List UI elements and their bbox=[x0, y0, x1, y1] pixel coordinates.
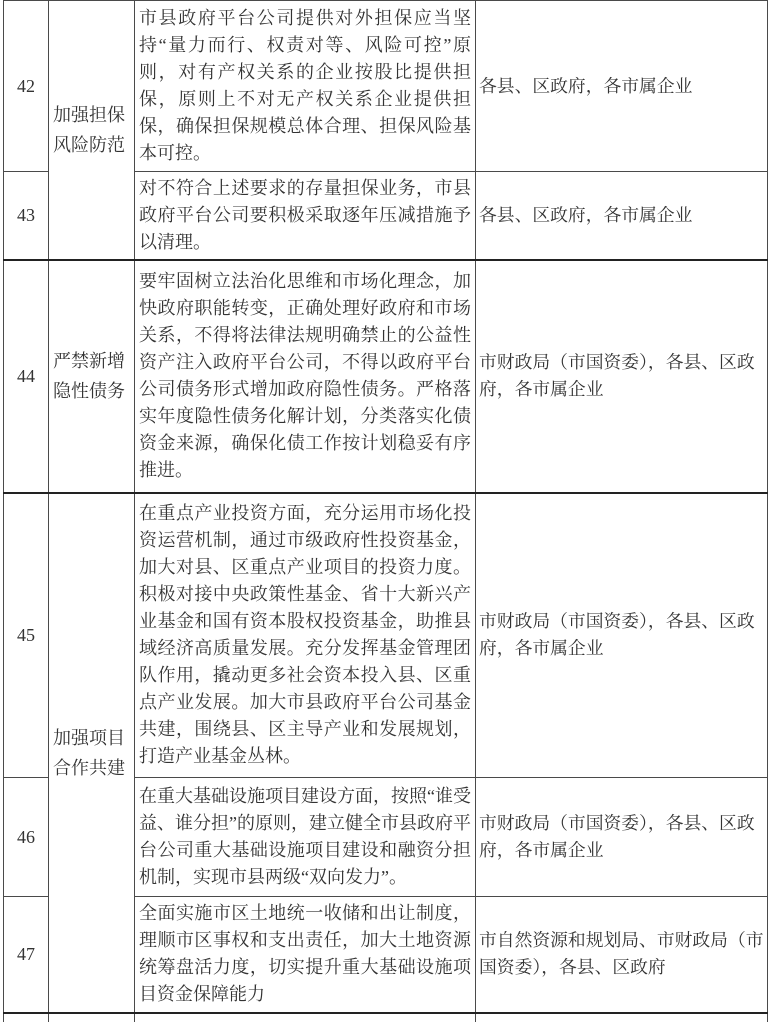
task-cell bbox=[135, 1013, 476, 1022]
row-number-cell bbox=[4, 1013, 49, 1022]
category-cell bbox=[49, 1013, 135, 1022]
owner-cell: 市自然资源和规划局、市财政局（市国资委），各县、区政府 bbox=[476, 897, 768, 1013]
row-number-cell: 44 bbox=[4, 260, 49, 493]
table-row bbox=[4, 493, 768, 778]
task-cell: 市县政府平台公司提供对外担保应当坚持“量力而行、权责对等、风险可控”原则，对有产权关系的企业按股比提供担保，原则上不对无产权关系企业提供担保，确保担保规模总体合理、担保风险基本可控。 bbox=[135, 1, 476, 172]
task-cell: 在重大基础设施项目建设方面，按照“谁受益、谁分担”的原则，建立健全市县政府平台公司重大基础设施项目建设和融资分担机制，实现市县两级“双向发力”。 bbox=[135, 778, 476, 897]
category-cell: 严禁新增隐性债务 bbox=[49, 260, 135, 493]
task-cell: 对不符合上述要求的存量担保业务，市县政府平台公司要积极采取逐年压减措施予以清理。 bbox=[135, 172, 476, 260]
row-number-cell: 42 bbox=[4, 1, 49, 172]
task-cell: 在重点产业投资方面，充分运用市场化投资运营机制，通过市级政府性投资基金，加大对县、区重点产业项目的投资力度。积极对接中央政策性基金、省十大新兴产业基金和国有资本股权投资基金，助推县域经济高质量发展。充分发挥基金管理团队作用，撬动更多社会资本投入县、区重点产业发展。加大市县政府平台公司基金共建，围绕县、区主导产业和发展规划，打造产业基金丛林。 bbox=[135, 493, 476, 778]
row-number-cell: 47 bbox=[4, 897, 49, 1013]
owner-cell: 市财政局（市国资委），各县、区政府，各市属企业 bbox=[476, 493, 768, 778]
table-row bbox=[4, 1, 768, 172]
owner-cell: 市财政局（市国资委），各县、区政府，各市属企业 bbox=[476, 778, 768, 897]
owner-cell: 各县、区政府，各市属企业 bbox=[476, 1, 768, 172]
table-row bbox=[4, 260, 768, 493]
row-number-cell: 46 bbox=[4, 778, 49, 897]
owner-cell: 市财政局（市国资委），各县、区政府，各市属企业 bbox=[476, 260, 768, 493]
table-row-cutoff bbox=[4, 1013, 768, 1022]
task-cell: 全面实施市区土地统一收储和出让制度，理顺市区事权和支出责任，加大土地资源统筹盘活力度，切实提升重大基础设施项目资金保障能力 bbox=[135, 897, 476, 1013]
owner-cell: 各县、区政府，各市属企业 bbox=[476, 172, 768, 260]
row-number-cell: 45 bbox=[4, 493, 49, 778]
category-cell: 加强担保风险防范 bbox=[49, 1, 135, 260]
owner-cell bbox=[476, 1013, 768, 1022]
tasks-table bbox=[3, 0, 768, 1022]
row-number-cell: 43 bbox=[4, 172, 49, 260]
category-cell: 加强项目合作共建 bbox=[49, 493, 135, 1013]
task-cell: 要牢固树立法治化思维和市场化理念，加快政府职能转变，正确处理好政府和市场关系，不得将法律法规明确禁止的公益性资产注入政府平台公司，不得以政府平台公司债务形式增加政府隐性债务。严格落实年度隐性债务化解计划，分类落实化债资金来源，确保化债工作按计划稳妥有序推进。 bbox=[135, 260, 476, 493]
